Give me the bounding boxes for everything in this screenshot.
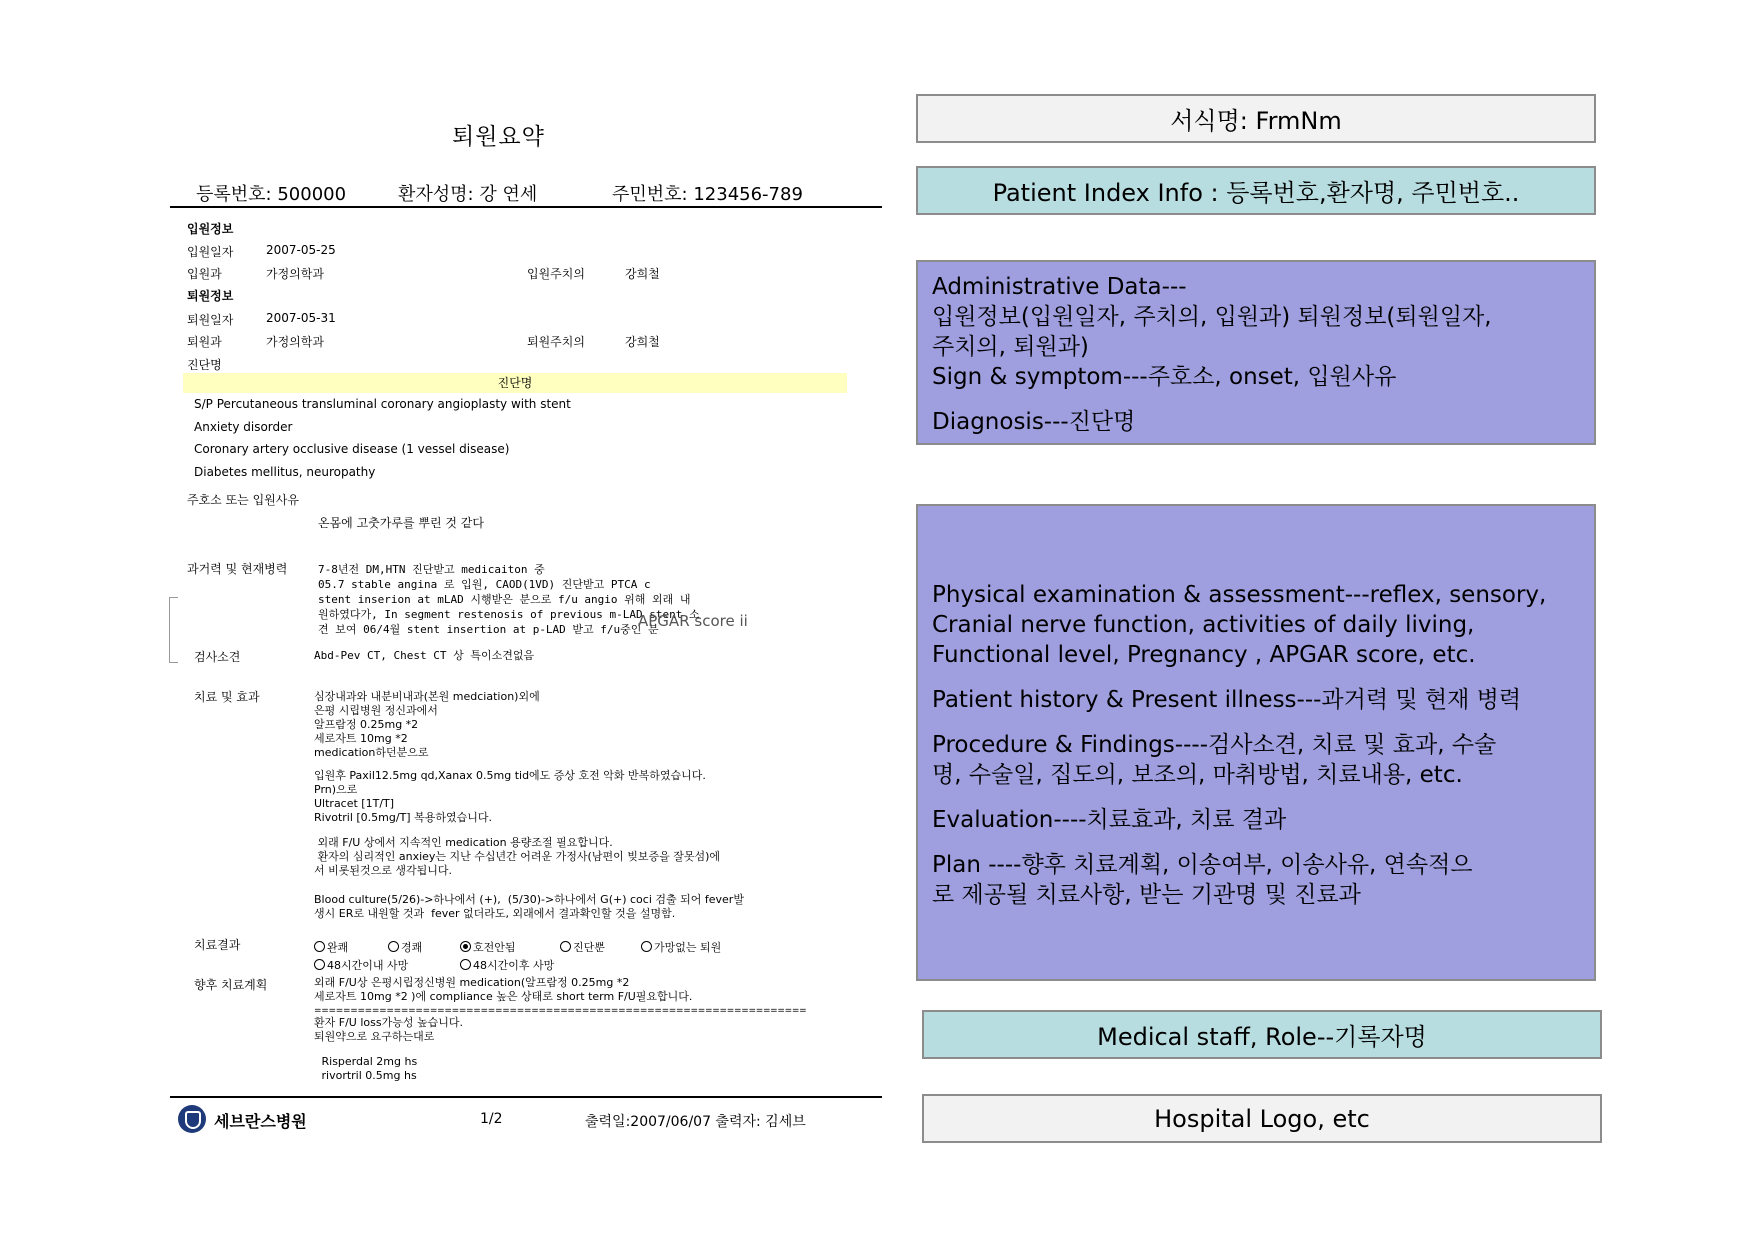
clinical-line: Patient history & Present illness---과거력 및 현재 병력 xyxy=(932,687,1522,713)
footer-divider xyxy=(170,1096,882,1098)
clinical-data-box xyxy=(916,504,1596,981)
admin-line: 주치의, 퇴원과) xyxy=(932,334,1089,360)
history-label: 과거력 및 현재병력 xyxy=(187,562,288,576)
clinical-line: Cranial nerve function, activities of daily living, xyxy=(932,612,1475,638)
diagnosis-label: 진단명 xyxy=(187,358,222,372)
findings-text: Abd-Pev CT, Chest CT 상 특이소견없음 xyxy=(314,649,535,662)
apgar-overlay-text: APGAR score ii xyxy=(638,612,748,630)
radio-icon xyxy=(314,959,325,970)
radio-selected-icon xyxy=(460,941,471,952)
header-divider xyxy=(170,206,882,208)
clinical-line: Physical examination & assessment---reflex, sensory, xyxy=(932,582,1547,608)
plan-text-1: 외래 F/U상 은평시립정신병원 medication(알프람정 0.25mg *2 세로자트 10mg *2 )에 compliance 높은 상태로 short term F/U필요합니다. xyxy=(314,976,693,1003)
admission-doctor: 강희철 xyxy=(625,267,660,281)
admission-date: 2007-05-25 xyxy=(266,243,336,257)
diagnosis-item: Coronary artery occlusive disease (1 vessel disease) xyxy=(194,442,510,456)
clinical-line: Evaluation----치료효과, 치료 결과 xyxy=(932,807,1287,833)
diagnosis-item: S/P Percutaneous transluminal coronary angioplasty with stent xyxy=(194,397,571,411)
admission-doctor-label: 입원주치의 xyxy=(527,267,585,281)
plan-separator: ==================================================================== xyxy=(314,1006,807,1016)
admission-date-label: 입원일자 xyxy=(187,245,234,259)
administrative-data-box xyxy=(916,260,1596,445)
clinical-line: 명, 수술일, 집도의, 보조의, 마취방법, 치료내용, etc. xyxy=(932,762,1463,788)
medical-staff-text: Medical staff, Role--기록자명 xyxy=(1097,1023,1427,1051)
hospital-name: 세브란스병원 xyxy=(214,1112,307,1131)
admission-dept-label: 입원과 xyxy=(187,267,222,281)
form-name-box xyxy=(916,94,1596,143)
patient-index-text: Patient Index Info : 등록번호,환자명, 주민번호.. xyxy=(992,179,1520,207)
radio-icon xyxy=(641,941,652,952)
discharge-date-label: 퇴원일자 xyxy=(187,313,234,327)
findings-label: 검사소견 xyxy=(194,650,241,664)
admin-line: 입원정보(입원일자, 주치의, 입원과) 퇴원정보(퇴원일자, xyxy=(932,304,1492,330)
resident-number: 주민번호: 123456-789 xyxy=(612,184,803,205)
diagnosis-header: 진단명 xyxy=(497,376,533,390)
result-label: 치료결과 xyxy=(194,938,241,952)
treatment-block-4: Blood culture(5/26)->하나에서 (+), (5/30)->하나에서 G(+) coci 검출 되어 fever발 생시 ER로 내원할 것과 fever 없더라도, 외래에서 결과확인할 것을 설명함. xyxy=(314,893,744,920)
radio-icon xyxy=(388,941,399,952)
plan-label: 향후 치료계획 xyxy=(194,978,268,992)
treatment-label: 치료 및 효과 xyxy=(194,690,260,704)
treatment-block-2: 입원후 Paxil12.5mg qd,Xanax 0.5mg tid에도 증상 호전 악화 반복하였습니다. Prn)으로 Ultracet [1T/T] Rivotril [0.5mg/T] 복용하였습니다. xyxy=(314,769,706,824)
chief-complaint-text: 온몸에 고춧가루를 뿌린 것 같다 xyxy=(318,516,484,530)
result-option-2: 경쾌 xyxy=(388,939,422,955)
print-info: 출력일:2007/06/07 출력자: 김세브 xyxy=(585,1114,806,1130)
hospital-logo-text: Hospital Logo, etc xyxy=(1154,1104,1370,1133)
result-option-3: 호전안됨 xyxy=(460,939,516,955)
discharge-dept: 가정의학과 xyxy=(266,335,324,349)
clinical-line: Procedure & Findings----검사소견, 치료 및 효과, 수술 xyxy=(932,732,1497,758)
diagnosis-item: Anxiety disorder xyxy=(194,420,293,434)
radio-icon xyxy=(460,959,471,970)
plan-text-3: Risperdal 2mg hs rivortril 0.5mg hs xyxy=(321,1055,418,1082)
result-option-1: 완쾌 xyxy=(314,939,348,955)
result-option-7: 48시간이후 사망 xyxy=(460,957,554,973)
admin-line: Sign & symptom---주호소, onset, 입원사유 xyxy=(932,364,1397,390)
hospital-logo-box xyxy=(922,1094,1602,1143)
treatment-block-3: 외래 F/U 상에서 지속적인 medication 용량조절 필요합니다. 환자의 심리적인 anxiey는 지난 수십년간 어려운 가정사(남편이 빚보증을 잘못섬)에 서 비롯된것으로 생각됩니다. xyxy=(314,836,721,877)
result-option-4: 진단뿐 xyxy=(560,939,605,955)
admission-dept: 가정의학과 xyxy=(266,267,324,281)
discharge-dept-label: 퇴원과 xyxy=(187,335,222,349)
history-text: 7-8년전 DM,HTN 진단받고 medicaiton 중 05.7 stable angina 로 입원, CAOD(1VD) 진단받고 PTCA c stent inserion at mLAD 시행받은 분으로 f/u angio 위해 외래 내 원하였다가, In segment restenosis of previous m-LAD stent 소 견 보여 06/4월 stent insertion at p-LAD 받고 f/u중인 분 xyxy=(318,563,700,636)
clinical-line: Plan ----향후 치료계획, 이송여부, 이송사유, 연속적으 xyxy=(932,852,1473,878)
result-option-5: 가망없는 퇴원 xyxy=(641,939,721,955)
clinical-line: 로 제공될 치료사항, 받는 기관명 및 진료과 xyxy=(932,882,1361,908)
discharge-doctor-label: 퇴원주치의 xyxy=(527,335,585,349)
admission-section-title: 입원정보 xyxy=(187,222,234,236)
patient-name: 환자성명: 강 연세 xyxy=(398,184,538,205)
diagnosis-item: Diabetes mellitus, neuropathy xyxy=(194,465,376,479)
radio-icon xyxy=(314,941,325,952)
treatment-block-1: 심장내과와 내분비내과(본원 medciation)외에 은평 시립병원 정신과에서 알프람정 0.25mg *2 세로자트 10mg *2 medication하던분으로 xyxy=(314,690,540,759)
medical-staff-box xyxy=(922,1010,1602,1059)
admin-line: Administrative Data--- xyxy=(932,274,1187,300)
discharge-doctor: 강희철 xyxy=(625,335,660,349)
result-option-6: 48시간이내 사망 xyxy=(314,957,408,973)
form-name-text: 서식명: FrmNm xyxy=(1170,107,1342,135)
admin-line: Diagnosis---진단명 xyxy=(932,409,1136,435)
clinical-line: Functional level, Pregnancy , APGAR score, etc. xyxy=(932,642,1476,668)
hospital-logo-icon xyxy=(178,1105,206,1133)
discharge-section-title: 퇴원정보 xyxy=(187,289,234,303)
registration-number: 등록번호: 500000 xyxy=(196,184,347,205)
patient-index-box xyxy=(916,166,1596,215)
chief-complaint-label: 주호소 또는 입원사유 xyxy=(187,493,299,507)
page-number: 1/2 xyxy=(480,1111,503,1127)
document-title: 퇴원요약 xyxy=(452,124,545,150)
bracket-mark xyxy=(169,597,178,663)
plan-text-2: 환자 F/U loss가능성 높습니다. 퇴원약으로 요구하는대로 xyxy=(314,1016,463,1043)
radio-icon xyxy=(560,941,571,952)
discharge-date: 2007-05-31 xyxy=(266,311,336,325)
